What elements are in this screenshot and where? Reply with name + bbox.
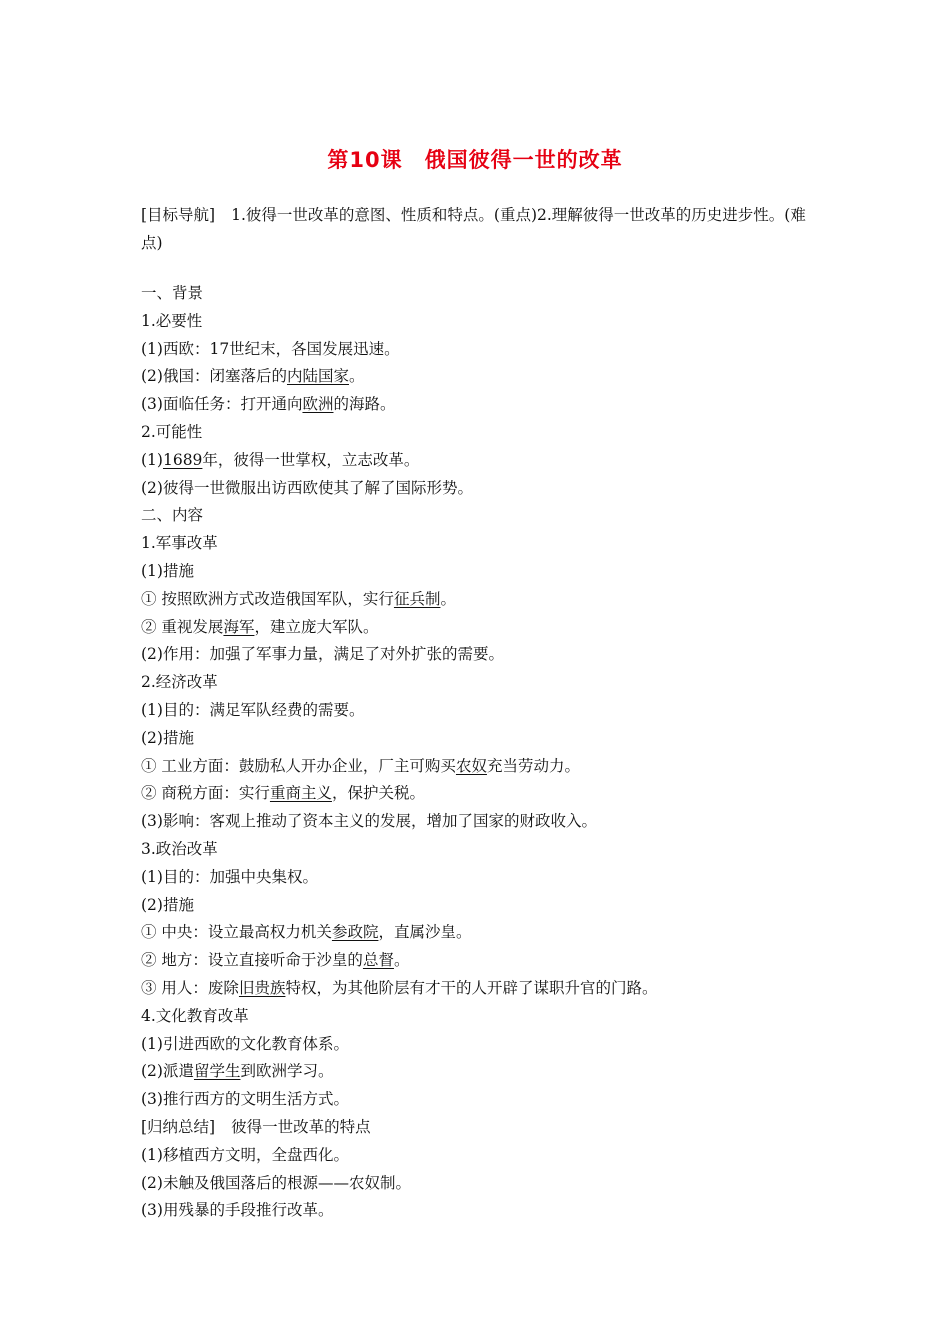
goal-guide	[141, 201, 821, 257]
underlined-term: 欧洲	[302, 395, 334, 414]
goal-label: [目标导航]	[141, 206, 216, 224]
line-text: 充当劳动力。	[486, 756, 580, 775]
lesson-name: 俄国彼得一世的改革	[424, 148, 623, 172]
line-text: (3)推行西方的文明生活方式。	[141, 1090, 349, 1109]
line-text: ③ 用人：废除	[141, 978, 239, 997]
line-text: ，建立庞大军队。	[254, 617, 379, 636]
line-text: ② 地方：设立直接听命于沙皇的	[141, 951, 363, 970]
text-line-p25	[141, 1197, 841, 1225]
line-text: 到欧洲学习。	[240, 1062, 334, 1081]
underlined-term: 参政院	[331, 923, 379, 942]
line-text: 3.政治改革	[141, 839, 218, 858]
text-line-s7	[141, 1114, 841, 1142]
underlined-term: 留学生	[193, 1062, 241, 1081]
line-text: ① 按照欧洲方式改造俄国军队，实行	[141, 589, 394, 608]
line-text: (3)影响：客观上推动了资本主义的发展，增加了国家的财政收入。	[141, 812, 597, 831]
text-line-p2	[141, 363, 841, 391]
line-text: (3)面临任务：打开通向	[141, 395, 303, 414]
line-text: (1)引进西欧的文化教育体系。	[141, 1034, 349, 1053]
text-line-p19	[141, 975, 841, 1003]
underlined-term: 内陆国家	[286, 367, 349, 386]
text-line-p6	[141, 558, 841, 586]
line-text: 彼得一世改革的特点	[231, 1117, 371, 1136]
text-line-p10	[141, 697, 841, 725]
text-line-s2	[141, 419, 841, 447]
underlined-term: 农奴	[455, 756, 487, 775]
line-text: (1)目的：满足军队经费的需要。	[141, 700, 365, 719]
underlined-term: 重商主义	[269, 784, 332, 803]
line-text: 的海路。	[333, 395, 396, 414]
line-text: 4.文化教育改革	[141, 1006, 249, 1025]
text-line-s1	[141, 308, 841, 336]
line-text: (1)措施	[141, 561, 194, 580]
line-text: (1)西欧：17世纪末，各国发展迅速。	[141, 339, 400, 358]
lesson-title	[0, 144, 950, 174]
text-line-p20	[141, 1031, 841, 1059]
line-text: [归纳总结]	[141, 1117, 216, 1136]
underlined-term: 总督	[362, 951, 394, 970]
line-text: 2.经济改革	[141, 673, 218, 692]
text-line-p4	[141, 447, 841, 475]
line-text: ① 工业方面：鼓励私人开办企业，厂主可购买	[141, 756, 456, 775]
content-body	[141, 280, 841, 1225]
text-line-p13	[141, 780, 841, 808]
text-line-p23	[141, 1142, 841, 1170]
underlined-term: 征兵制	[393, 589, 441, 608]
line-text: 一、背景	[141, 284, 204, 302]
text-line-p1	[141, 336, 841, 364]
text-line-p18	[141, 947, 841, 975]
text-line-p5	[141, 475, 841, 503]
line-text: 。	[348, 367, 365, 386]
line-text: (2)彼得一世微服出访西欧使其了解了国际形势。	[141, 478, 473, 497]
text-line-p11	[141, 725, 841, 753]
text-line-p15	[141, 864, 841, 892]
line-text: (1)目的：加强中央集权。	[141, 867, 318, 886]
line-text: (2)俄国：闭塞落后的	[141, 367, 287, 386]
text-line-s4	[141, 669, 841, 697]
line-text: (2)作用：加强了军事力量，满足了对外扩张的需要。	[141, 645, 504, 664]
text-line-p12	[141, 753, 841, 781]
line-text: 2.可能性	[141, 422, 203, 441]
line-text: (2)派遣	[141, 1062, 194, 1081]
underlined-term: 旧贵族	[238, 978, 286, 997]
text-line-p3	[141, 391, 841, 419]
text-line-p8	[141, 614, 841, 642]
line-text: 1.必要性	[141, 311, 203, 330]
line-text: 1.军事改革	[141, 534, 218, 553]
line-text: ② 重视发展	[141, 617, 224, 636]
line-text: (1)	[141, 450, 163, 469]
line-text: 年，彼得一世掌权，立志改革。	[202, 450, 420, 469]
text-line-s6	[141, 1003, 841, 1031]
text-line-p22	[141, 1086, 841, 1114]
text-line-p21	[141, 1058, 841, 1086]
line-text: 二、内容	[141, 506, 204, 525]
line-text: (2)措施	[141, 728, 194, 747]
line-text: (2)措施	[141, 895, 194, 914]
lesson-number: 第10课	[327, 148, 403, 172]
line-text: (2)未触及俄国落后的根源——农奴制。	[141, 1173, 411, 1192]
underlined-term: 1689	[162, 450, 203, 469]
goal-text: 1.彼得一世改革的意图、性质和特点。(重点)2.理解彼得一世改革的历史进步性。(难点)	[141, 206, 806, 252]
line-text: ① 中央：设立最高权力机关	[141, 923, 332, 942]
text-line-p14	[141, 808, 841, 836]
text-line-s5	[141, 836, 841, 864]
text-line-p24	[141, 1170, 841, 1198]
text-line-p17	[141, 919, 841, 947]
line-text: 。	[393, 951, 410, 970]
line-text: ，保护关税。	[331, 784, 425, 803]
line-text: 特权，为其他阶层有才干的人开辟了谋职升官的门路。	[285, 978, 658, 997]
line-text: ② 商税方面：实行	[141, 784, 270, 803]
text-line-p16	[141, 892, 841, 920]
line-text: (1)移植西方文明，全盘西化。	[141, 1145, 349, 1164]
line-text: (3)用残暴的手段推行改革。	[141, 1201, 334, 1220]
line-text: 。	[440, 589, 456, 608]
text-line-p9	[141, 641, 841, 669]
text-line-h2	[141, 502, 841, 530]
text-line-p7	[141, 586, 841, 614]
text-line-s3	[141, 530, 841, 558]
line-text: ，直属沙皇。	[378, 923, 472, 942]
underlined-term: 海军	[223, 617, 255, 636]
text-line-h1	[141, 280, 841, 308]
